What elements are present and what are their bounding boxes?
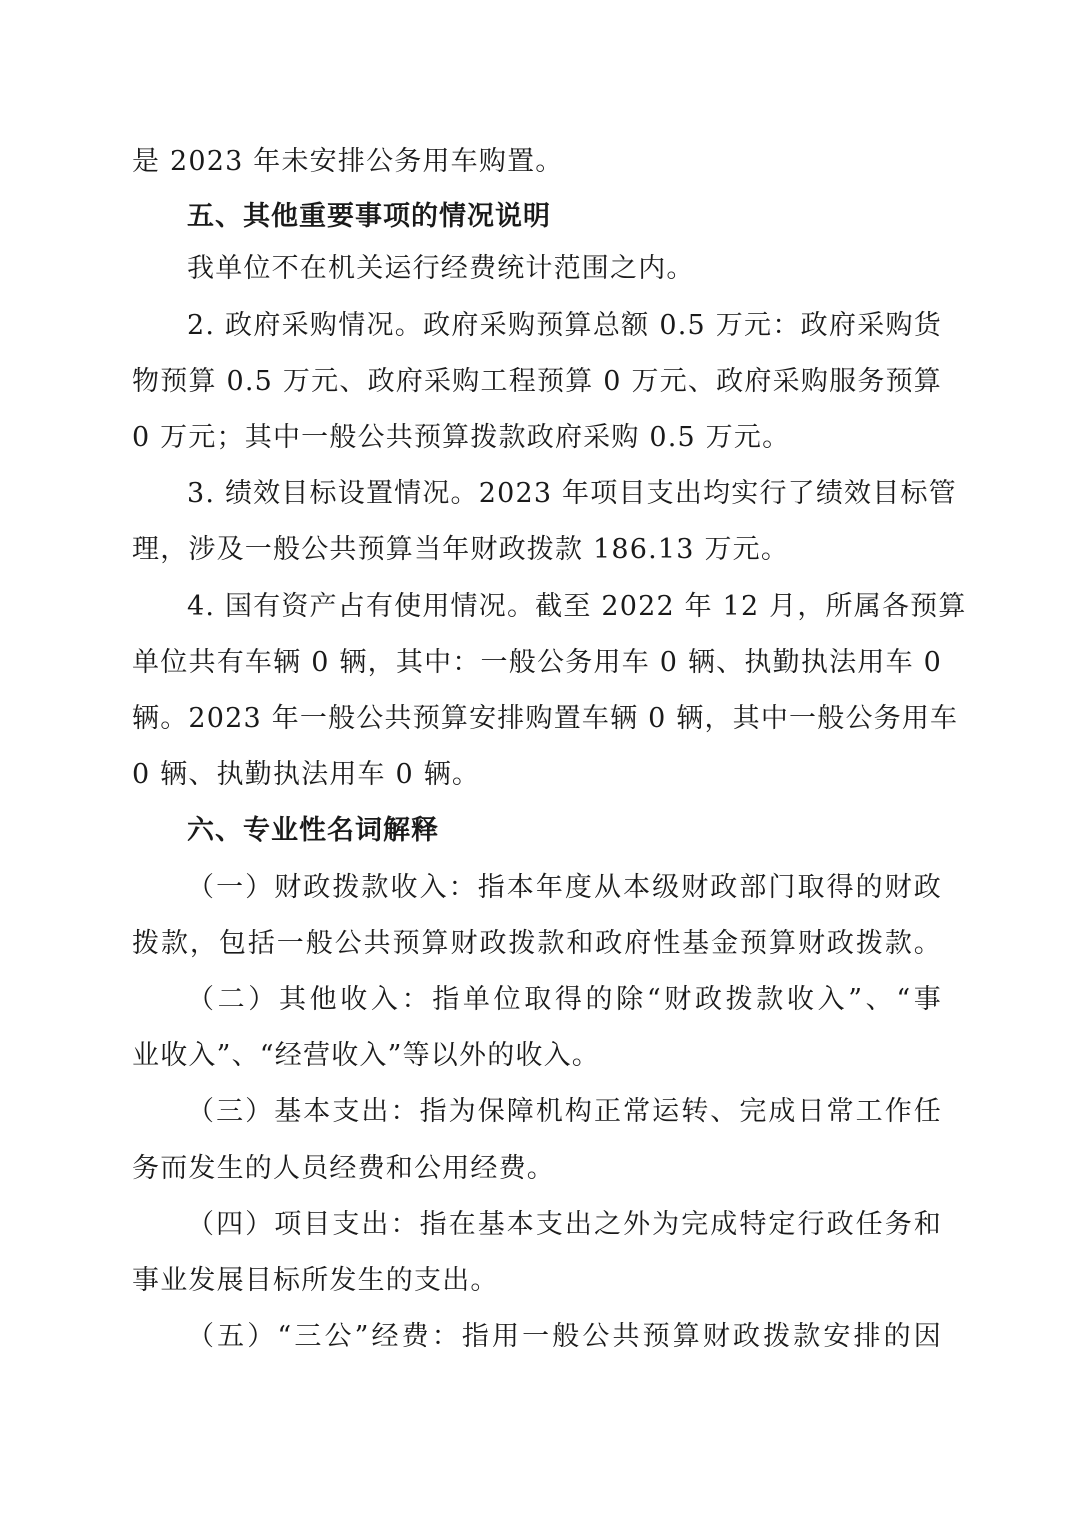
paragraph-line: 物预算 0.5 万元、政府采购工程预算 0 万元、政府采购服务预算: [132, 366, 942, 397]
paragraph-line: （四）项目支出：指在基本支出之外为完成特定行政任务和: [187, 1209, 942, 1240]
paragraph-line: 我单位不在机关运行经费统计范围之内。: [187, 253, 695, 284]
paragraph-line: 拨款，包括一般公共预算财政拨款和政府性基金预算财政拨款。: [132, 928, 942, 959]
paragraph-line: 0 万元；其中一般公共预算拨款政府采购 0.5 万元。: [132, 422, 791, 453]
paragraph-line: 辆。2023 年一般公共预算安排购置车辆 0 辆，其中一般公务用车: [132, 703, 959, 734]
paragraph-line: 单位共有车辆 0 辆，其中：一般公务用车 0 辆、执勤执法用车 0: [132, 647, 942, 678]
paragraph-line: 理，涉及一般公共预算当年财政拨款 186.13 万元。: [132, 534, 790, 565]
paragraph-line: 事业发展目标所发生的支出。: [132, 1265, 499, 1296]
paragraph-line: （二）其他收入：指单位取得的除“财政拨款收入”、“事: [187, 984, 942, 1015]
paragraph-line: 业收入”、“经营收入”等以外的收入。: [132, 1040, 601, 1071]
paragraph-line: 2. 政府采购情况。政府采购预算总额 0.5 万元：政府采购货: [187, 310, 942, 341]
paragraph-line: （一）财政拨款收入：指本年度从本级财政部门取得的财政: [187, 872, 942, 903]
paragraph-line: （五）“三公”经费：指用一般公共预算财政拨款安排的因: [187, 1321, 942, 1352]
section-heading-other-matters: 五、其他重要事项的情况说明: [187, 201, 551, 232]
paragraph-line: 是 2023 年未安排公务用车购置。: [132, 146, 564, 177]
section-heading-terms: 六、专业性名词解释: [187, 815, 439, 846]
paragraph-line: （三）基本支出：指为保障机构正常运转、完成日常工作任: [187, 1096, 942, 1127]
paragraph-line: 3. 绩效目标设置情况。2023 年项目支出均实行了绩效目标管: [187, 478, 957, 509]
paragraph-line: 4. 国有资产占有使用情况。截至 2022 年 12 月，所属各预算: [187, 591, 967, 622]
paragraph-line: 0 辆、执勤执法用车 0 辆。: [132, 759, 481, 790]
paragraph-line: 务而发生的人员经费和公用经费。: [132, 1153, 555, 1184]
